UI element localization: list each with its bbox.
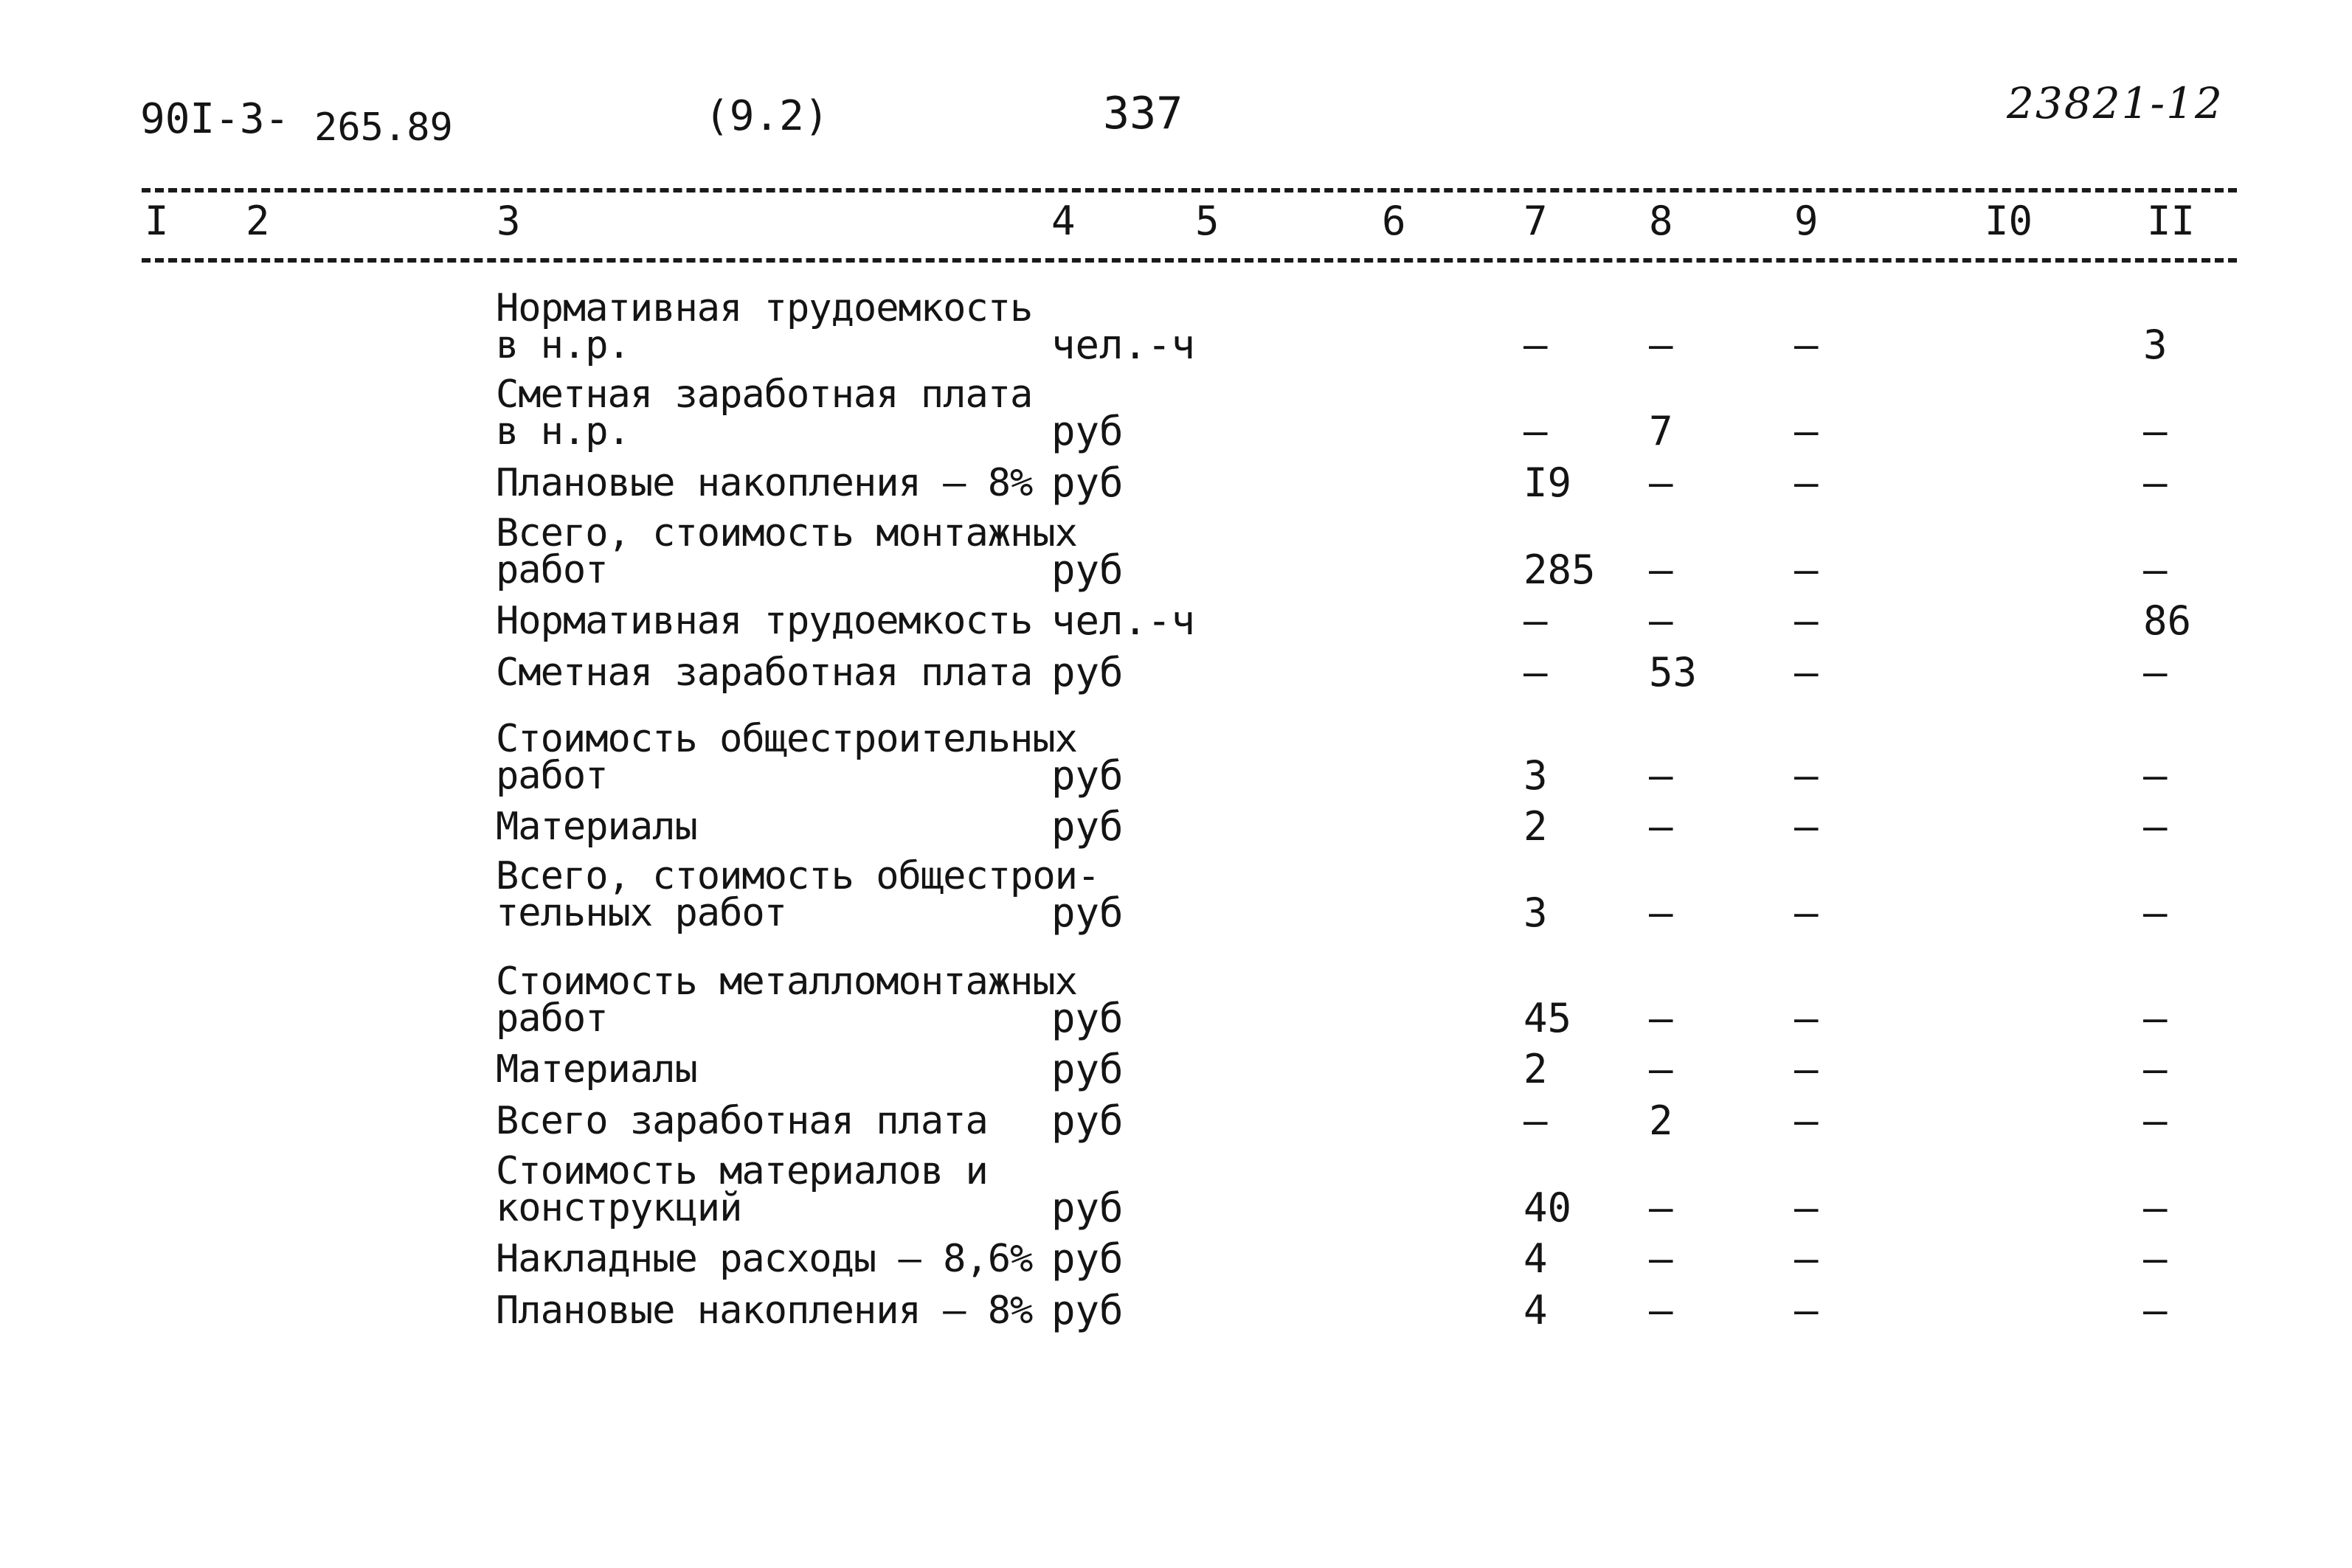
row-col9-value: – xyxy=(1794,995,1819,1041)
row-col11-value: 86 xyxy=(2143,597,2192,644)
row-unit: руб xyxy=(1051,1184,1124,1231)
row-col11-value: – xyxy=(2143,1184,2168,1231)
row-col7-value: 4 xyxy=(1523,1287,1548,1333)
document-id-prefix: 90I-3- xyxy=(140,95,290,143)
row-col9-value: – xyxy=(1794,547,1819,593)
row-col7-value: – xyxy=(1523,649,1548,695)
column-header-5: 5 xyxy=(1195,198,1220,244)
row-description: Всего заработная плата xyxy=(496,1099,988,1143)
row-col7-value: 2 xyxy=(1523,803,1548,850)
row-description: Материалы xyxy=(496,805,697,849)
row-col7-value: 40 xyxy=(1523,1184,1572,1231)
row-col7-value: 4 xyxy=(1523,1235,1548,1282)
column-header-3: 3 xyxy=(497,198,521,244)
row-col9-value: – xyxy=(1794,1184,1819,1231)
row-col9-value: – xyxy=(1794,1097,1819,1144)
page-number: 337 xyxy=(1103,88,1183,139)
row-col8-value: – xyxy=(1649,1287,1673,1333)
row-description: Стоимость общестроительных работ xyxy=(496,717,1077,798)
row-col7-value: 285 xyxy=(1523,547,1596,593)
column-header-6: 6 xyxy=(1382,198,1406,244)
row-col11-value: – xyxy=(2143,649,2168,695)
table-header-top-rule xyxy=(142,188,2237,192)
row-unit: руб xyxy=(1051,995,1124,1041)
row-col8-value: – xyxy=(1649,322,1673,368)
row-unit: руб xyxy=(1051,1235,1124,1282)
column-header-4: 4 xyxy=(1051,198,1076,244)
column-header-8: 8 xyxy=(1649,198,1673,244)
row-unit: руб xyxy=(1051,649,1124,695)
row-description: Материалы xyxy=(496,1047,697,1092)
column-header-7: 7 xyxy=(1523,198,1548,244)
row-col7-value: 2 xyxy=(1523,1046,1548,1092)
row-col8-value: – xyxy=(1649,1235,1673,1282)
column-header-2: 2 xyxy=(246,198,270,244)
column-header-9: 9 xyxy=(1794,198,1819,244)
row-col8-value: – xyxy=(1649,547,1673,593)
row-col9-value: – xyxy=(1794,889,1819,936)
row-col7-value: 3 xyxy=(1523,752,1548,799)
row-unit: руб xyxy=(1051,1046,1124,1092)
row-col11-value: – xyxy=(2143,1235,2168,1282)
section-number: (9.2) xyxy=(705,92,829,140)
row-col9-value: – xyxy=(1794,1235,1819,1282)
row-col7-value: 45 xyxy=(1523,995,1572,1041)
row-col11-value: – xyxy=(2143,547,2168,593)
row-col8-value: – xyxy=(1649,889,1673,936)
row-unit: руб xyxy=(1051,889,1124,936)
column-header-1: I xyxy=(145,198,169,244)
row-description: Нормативная трудоемкость в н.р. xyxy=(496,286,1033,367)
row-col7-value: – xyxy=(1523,1097,1548,1144)
row-description: Плановые накопления – 8% xyxy=(496,1288,1033,1333)
column-header-11: II xyxy=(2147,198,2196,244)
row-description: Всего, стоимость монтажных работ xyxy=(496,511,1077,592)
row-col9-value: – xyxy=(1794,1046,1819,1092)
row-col11-value: – xyxy=(2143,1046,2168,1092)
row-col8-value: 53 xyxy=(1649,649,1698,695)
row-col9-value: – xyxy=(1794,322,1819,368)
row-col9-value: – xyxy=(1794,597,1819,644)
row-col9-value: – xyxy=(1794,752,1819,799)
row-description: Всего, стоимость общестрои- тельных работ xyxy=(496,854,1100,935)
row-col7-value: 3 xyxy=(1523,889,1548,936)
row-col11-value: – xyxy=(2143,995,2168,1041)
row-col11-value: – xyxy=(2143,752,2168,799)
row-description: Сметная заработная плата xyxy=(496,651,1033,695)
row-description: Сметная заработная плата в н.р. xyxy=(496,372,1033,454)
row-col8-value: 2 xyxy=(1649,1097,1673,1144)
row-col8-value: – xyxy=(1649,995,1673,1041)
row-unit: руб xyxy=(1051,752,1124,799)
row-col9-value: – xyxy=(1794,803,1819,850)
row-col7-value: – xyxy=(1523,597,1548,644)
row-unit: руб xyxy=(1051,803,1124,850)
row-col11-value: – xyxy=(2143,803,2168,850)
row-unit: руб xyxy=(1051,459,1124,506)
row-col8-value: – xyxy=(1649,752,1673,799)
row-description: Стоимость материалов и конструкций xyxy=(496,1149,988,1230)
row-col8-value: – xyxy=(1649,597,1673,644)
row-col11-value: – xyxy=(2143,1287,2168,1333)
row-description: Стоимость металломонтажных работ xyxy=(496,960,1077,1041)
row-description: Накладные расходы – 8,6% xyxy=(496,1237,1033,1281)
sheet-code: 23821-12 xyxy=(2007,78,2224,128)
row-unit: чел.-ч xyxy=(1051,597,1196,644)
row-col9-value: – xyxy=(1794,459,1819,506)
row-col8-value: – xyxy=(1649,459,1673,506)
row-col8-value: 7 xyxy=(1649,408,1673,454)
row-unit: руб xyxy=(1051,1287,1124,1333)
document-id xyxy=(140,95,453,150)
row-col11-value: 3 xyxy=(2143,322,2168,368)
row-col11-value: – xyxy=(2143,459,2168,506)
row-col11-value: – xyxy=(2143,1097,2168,1144)
row-col9-value: – xyxy=(1794,649,1819,695)
table-header-bottom-rule xyxy=(142,258,2237,263)
row-unit: руб xyxy=(1051,408,1124,454)
row-col7-value: – xyxy=(1523,408,1548,454)
row-col11-value: – xyxy=(2143,889,2168,936)
row-description: Нормативная трудоемкость xyxy=(496,599,1033,643)
row-col7-value: – xyxy=(1523,322,1548,368)
row-description: Плановые накопления – 8% xyxy=(496,461,1033,505)
document-id-suffix: 265.89 xyxy=(314,105,453,150)
row-col9-value: – xyxy=(1794,1287,1819,1333)
row-col8-value: – xyxy=(1649,803,1673,850)
row-col11-value: – xyxy=(2143,408,2168,454)
row-col8-value: – xyxy=(1649,1184,1673,1231)
row-col9-value: – xyxy=(1794,408,1819,454)
row-unit: руб xyxy=(1051,1097,1124,1144)
row-col7-value: I9 xyxy=(1523,459,1572,506)
column-header-10: I0 xyxy=(1985,198,2033,244)
row-col8-value: – xyxy=(1649,1046,1673,1092)
row-unit: чел.-ч xyxy=(1051,322,1196,368)
row-unit: руб xyxy=(1051,547,1124,593)
